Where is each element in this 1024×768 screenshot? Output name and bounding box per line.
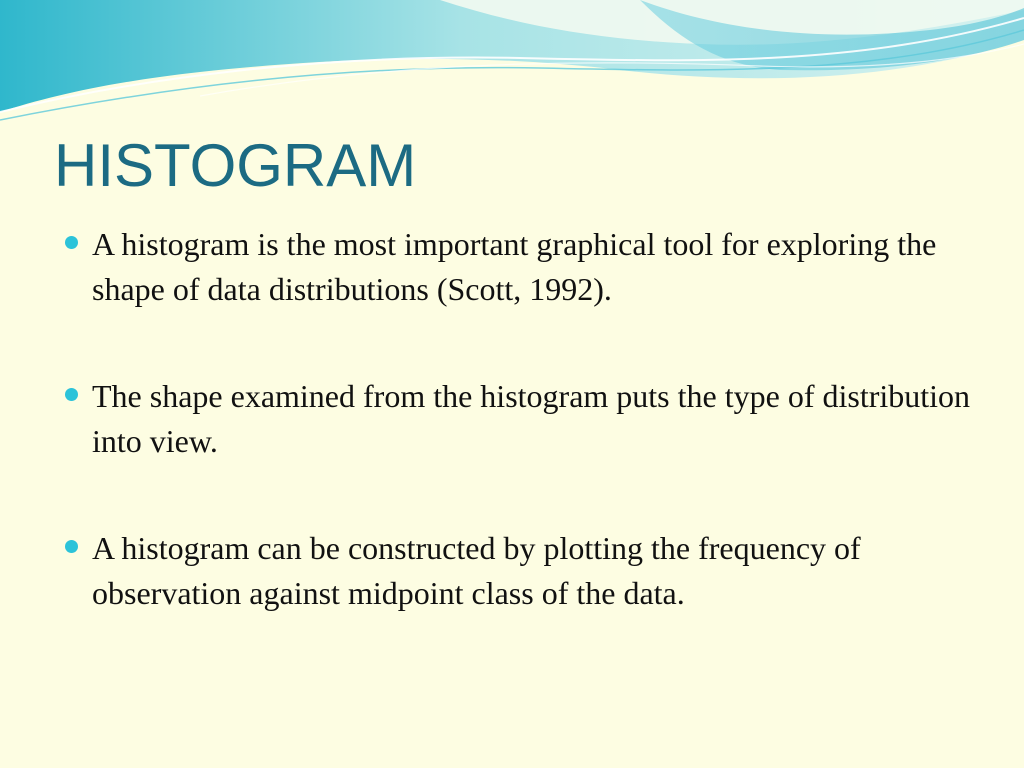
- bullet-dot-icon: [65, 236, 78, 249]
- bullet-text-3: A histogram can be constructed by plotting the frequency of observation against midpoint class of the data.: [92, 530, 861, 611]
- bullet-dot-icon: [65, 388, 78, 401]
- bullet-item-1: [92, 222, 972, 312]
- bullet-list: [92, 222, 972, 678]
- bullet-text-1: A histogram is the most important graphical tool for exploring the shape of data distributions (Scott, 1992).: [92, 226, 937, 307]
- bullet-text-2: The shape examined from the histogram puts the type of distribution into view.: [92, 378, 971, 459]
- bullet-item-3: [92, 526, 972, 616]
- bullet-dot-icon: [65, 540, 78, 553]
- header-wave-decoration: [0, 0, 1024, 130]
- slide-title: HISTOGRAM: [54, 132, 417, 199]
- bullet-item-2: [92, 374, 972, 464]
